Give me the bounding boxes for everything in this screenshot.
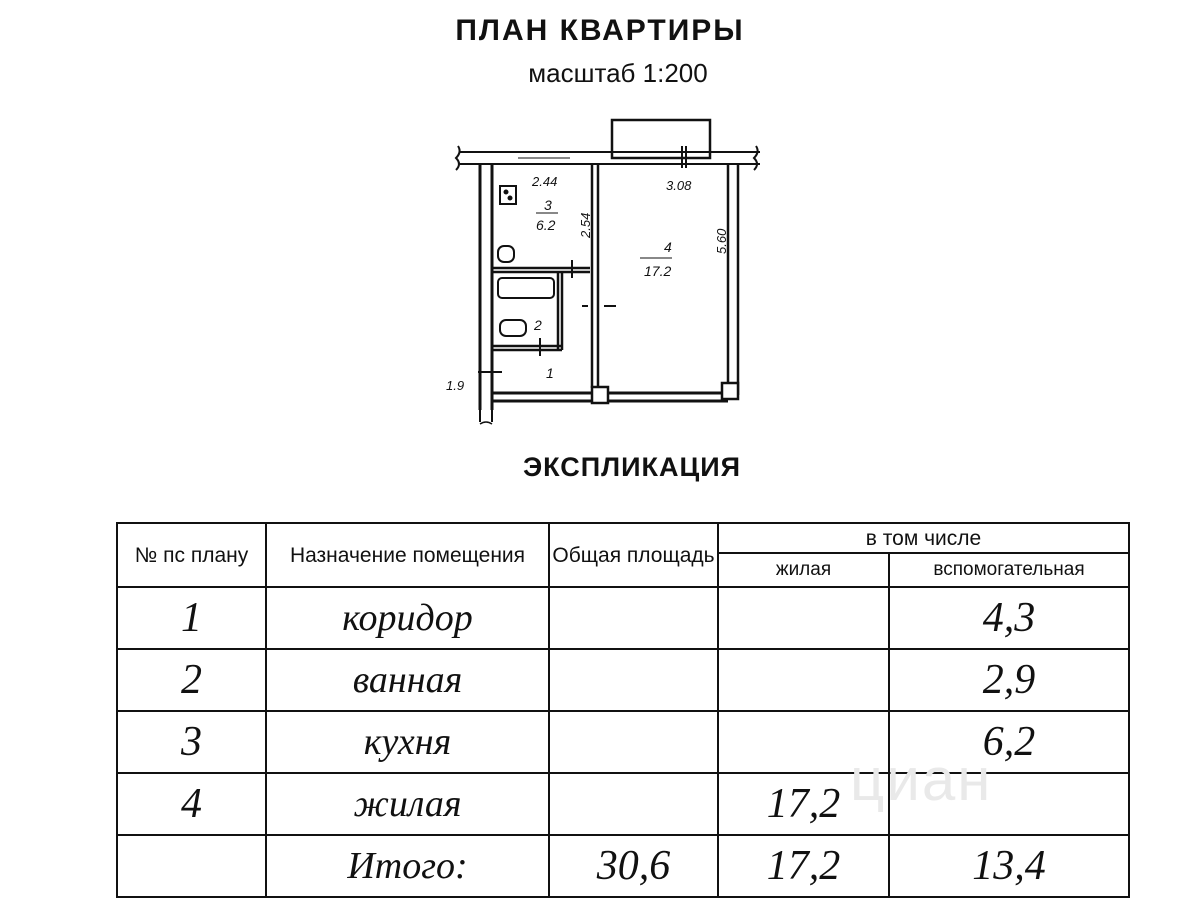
header-purpose: Назначение помещения <box>266 523 549 587</box>
header-total: Общая площадь <box>549 523 718 587</box>
living-area <box>718 711 889 773</box>
dim-label: 1.9 <box>446 378 465 393</box>
aux-area: 6,2 <box>889 711 1129 773</box>
room-area: 6.2 <box>536 217 556 233</box>
room-name: кухня <box>266 711 549 773</box>
living-area: 17,2 <box>718 773 889 835</box>
explication-title: ЭКСПЛИКАЦИЯ <box>522 452 742 482</box>
room-number: 1 <box>546 365 554 381</box>
row-number: 2 <box>117 649 266 711</box>
floor-plan <box>440 110 780 430</box>
dim-label: 2.44 <box>532 174 558 189</box>
living-area <box>718 587 889 649</box>
row-number: 4 <box>117 773 266 835</box>
room-number: 3 <box>544 197 552 213</box>
header-living: жилая <box>718 553 889 587</box>
table-row <box>117 773 1129 835</box>
room-area: 17.2 <box>644 263 672 279</box>
page-title: ПЛАН КВАРТИРЫ <box>455 14 745 47</box>
dim-label: 3.08 <box>666 178 692 193</box>
total-area <box>549 649 718 711</box>
aux-area <box>889 773 1129 835</box>
table-row <box>117 711 1129 773</box>
totals-living: 17,2 <box>718 835 889 897</box>
header-including: в том числе <box>718 523 1129 553</box>
totals-aux: 13,4 <box>889 835 1129 897</box>
totals-row <box>117 835 1129 897</box>
total-area <box>549 587 718 649</box>
living-area <box>718 649 889 711</box>
scale-label: масштаб 1:200 <box>528 58 708 88</box>
dim-label: 5.60 <box>714 228 729 254</box>
dim-label: 2.54 <box>578 212 593 238</box>
explication-table <box>116 522 1128 898</box>
aux-area: 2,9 <box>889 649 1129 711</box>
row-number: 1 <box>117 587 266 649</box>
table-row <box>117 587 1129 649</box>
total-area <box>549 773 718 835</box>
header-auxiliary: вспомогательная <box>889 553 1129 587</box>
room-number: 2 <box>534 317 542 333</box>
table-row <box>117 649 1129 711</box>
total-area <box>549 711 718 773</box>
watermark-logo: циан <box>850 746 993 813</box>
totals-empty <box>117 835 266 897</box>
aux-area: 4,3 <box>889 587 1129 649</box>
totals-label: Итого: <box>266 835 549 897</box>
header-number: № пс плану <box>117 523 266 587</box>
room-name: коридор <box>266 587 549 649</box>
row-number: 3 <box>117 711 266 773</box>
room-name: ванная <box>266 649 549 711</box>
room-name: жилая <box>266 773 549 835</box>
room-number: 4 <box>664 239 672 255</box>
totals-total: 30,6 <box>549 835 718 897</box>
